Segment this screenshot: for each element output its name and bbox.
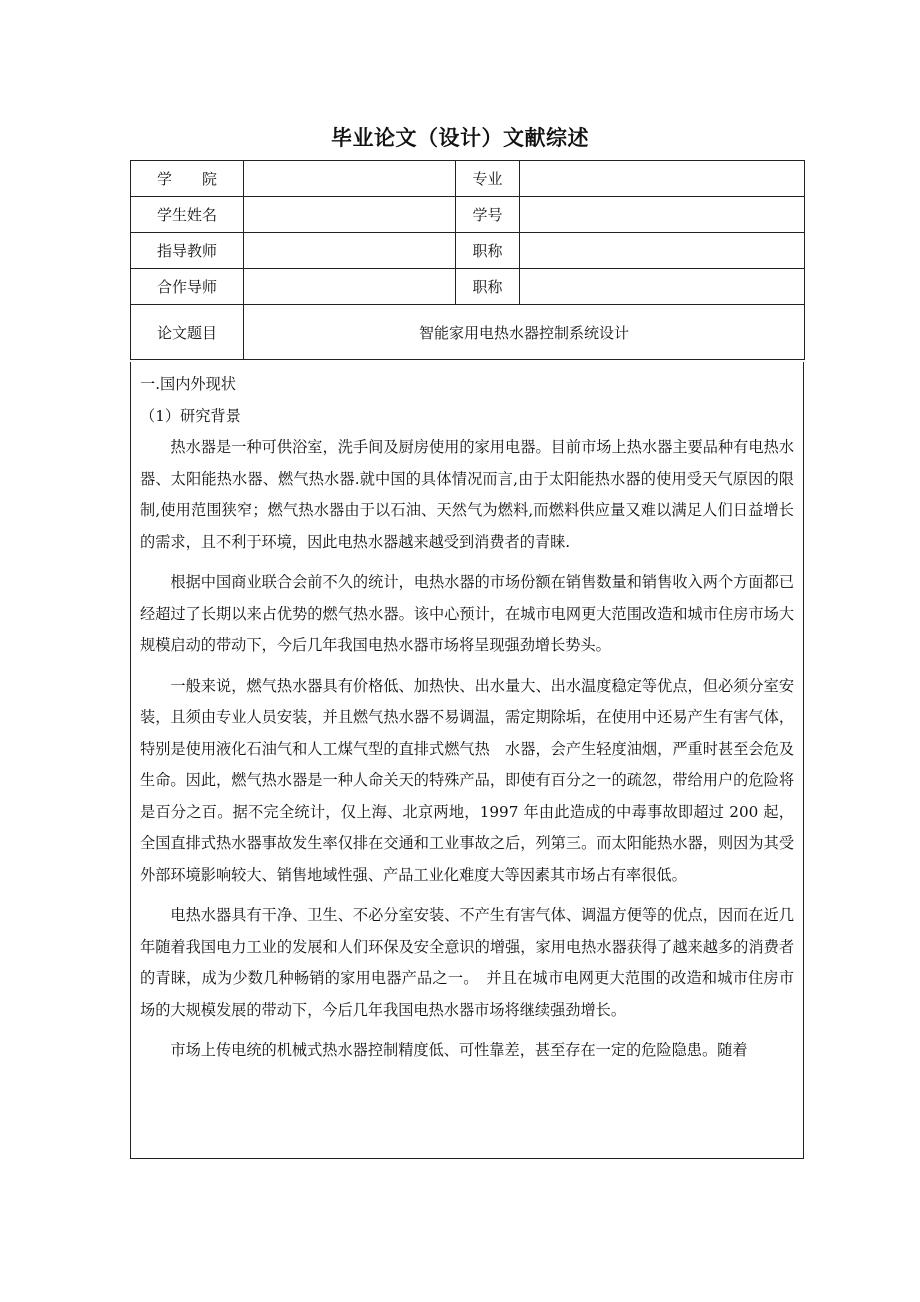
student-no-label: 学号 (456, 197, 520, 233)
student-name-value (244, 197, 456, 233)
topic-value: 智能家用电热水器控制系统设计 (244, 305, 805, 360)
advisor-label: 指导教师 (131, 233, 244, 269)
major-value (520, 161, 805, 197)
table-row (131, 305, 805, 360)
paragraph: 一般来说，燃气热水器具有价格低、加热快、出水量大、出水温度稳定等优点，但必须分室安装，且须由专业人员安装，并且燃气热水器不易调温，需定期除垢，在使用中还易产生有害气体，特别是使用液化石油气和人工煤气型的直排式燃气热 水器，会产生轻度油烟，严重时甚至会危及生命。因此，燃气热水器是一种人命关天的特殊产品，即使有百分之一的疏忽，带给用户的危险将是百分之百。据不完全统计，仅上海、北京两地，1997 年由此造成的中毒事故即超过 200 起，全国直排式热水器事故发生率仅排在交通和工业事故之后，列第三。而太阳能热水器，则因为其受外部环境影响较大、销售地域性强、产品工业化难度大等因素其市场占有率很低。 (140, 676, 794, 884)
advisor-title-label: 职称 (456, 233, 520, 269)
subsection-heading: （1）研究背景 (140, 407, 241, 425)
info-table (130, 160, 805, 360)
student-no-value (520, 197, 805, 233)
topic-label: 论文题目 (131, 305, 244, 360)
college-value (244, 161, 456, 197)
advisor-title-value (520, 233, 805, 269)
major-label: 专业 (456, 161, 520, 197)
coadvisor-title-label: 职称 (456, 269, 520, 305)
student-name-label: 学生姓名 (131, 197, 244, 233)
paragraph: 根据中国商业联合会前不久的统计，电热水器的市场份额在销售数量和销售收入两个方面都已经超过了长期以来占优势的燃气热水器。该中心预计，在城市电网更大范围改造和城市住房市场大规模启动的带动下，今后几年我国电热水器市场将呈现强劲增长势头。 (140, 573, 794, 654)
paragraph: 电热水器具有干净、卫生、不必分室安装、不产生有害气体、调温方便等的优点，因而在近几年随着我国电力工业的发展和人们环保及安全意识的增强，家用电热水器获得了越来越多的消费者的青睐，成为少数几种畅销的家用电器产品之一。 并且在城市电网更大范围的改造和城市住房市场的大规模发展的带动下，今后几年我国电热水器市场将继续强劲增长。 (140, 906, 794, 1019)
advisor-value (244, 233, 456, 269)
section-heading: 一.国内外现状 (140, 375, 236, 393)
table-row (131, 197, 805, 233)
paragraph: 热水器是一种可供浴室，洗手间及厨房使用的家用电器。目前市场上热水器主要品种有电热水器、太阳能热水器、燃气热水器.就中国的具体情况而言,由于太阳能热水器的使用受天气原因的限制,使用范围狭窄；燃气热水器由于以石油、天然气为燃料,而燃料供应量又难以满足人们日益增长的需求，且不利于环境，因此电热水器越来越受到消费者的青睐. (140, 438, 794, 551)
review-body (130, 362, 804, 1159)
table-row (131, 161, 805, 197)
page-title: 毕业论文（设计）文献综述 (331, 126, 589, 150)
college-label: 学 院 (131, 161, 244, 197)
table-row (131, 269, 805, 305)
coadvisor-value (244, 269, 456, 305)
table-row (131, 233, 805, 269)
paragraph: 市场上传电统的机械式热水器控制精度低、可性靠差，甚至存在一定的危险隐患。随着 (170, 1041, 748, 1059)
coadvisor-label: 合作导师 (131, 269, 244, 305)
coadvisor-title-value (520, 269, 805, 305)
